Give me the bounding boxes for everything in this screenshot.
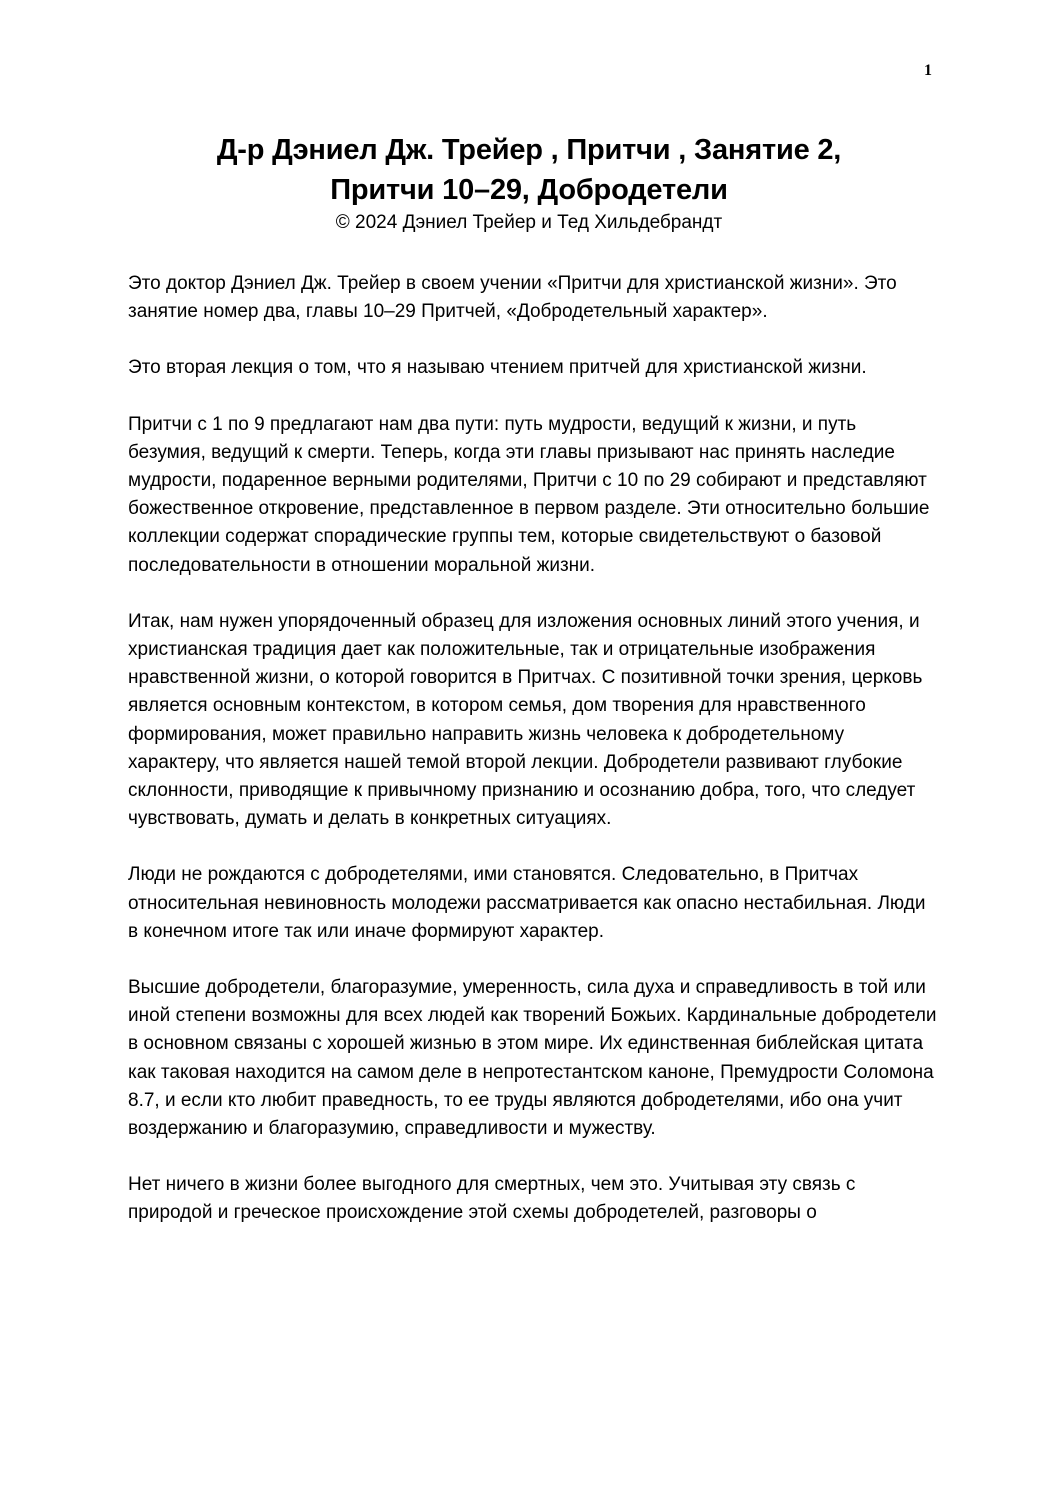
paragraph-6: Высшие добродетели, благоразумие, умеренность, сила духа и справедливость в той или иной степени возможны для всех людей как творений Божьих. Кардинальные добродетели в основном связаны с хорошей жизнью в этом мире. Их единственная библейская цитата как таковая находится на самом деле в непротестантском каноне, Премудрости Соломона 8.7, и если кто любит праведность, то ее труды являются добродетелями, ибо она учит воздержанию и благоразумию, справедливости и мужеству. (128, 977, 937, 1140)
copyright-notice: © 2024 Дэниел Трейер и Тед Хильдебрандт (335, 212, 723, 233)
page-number: 1 (924, 62, 932, 79)
document-title-line-1: Д-р Дэниел Дж. Трейер , Притчи , Занятие 2, (216, 134, 842, 166)
document-title-line-2: Притчи 10–29, Добродетели (330, 174, 728, 206)
title-block (100, 130, 958, 236)
paragraph-4: Итак, нам нужен упорядоченный образец для изложения основных линий этого учения, и христианская традиция дает как положительные, так и отрицательные изображения нравственной жизни, о которой говорится в Притчах. С позитивной точки зрения, церковь является основным контекстом, в котором семья, дом творения для нравственного формирования, может правильно направить жизнь человека к добродетельному характеру, что является нашей темой второй лекции. Добродетели развивают глубокие склонности, приводящие к привычному признанию и осознанию добра, того, что следует чувствовать, думать и делать в конкретных ситуациях. (128, 610, 923, 830)
paragraph-7: Нет ничего в жизни более выгодного для смертных, чем это. Учитывая эту связь с природой и греческое происхождение этой схемы добродетелей, разговоры о (128, 1174, 856, 1224)
paragraph-3: Притчи с 1 по 9 предлагают нам два пути: путь мудрости, ведущий к жизни, и путь безумия, ведущий к смерти. Теперь, когда эти главы призывают нас принять наследие мудрости, подаренное верными родителями, Притчи с 10 по 29 собирают и представляют божественное откровение, представленное в первом разделе. Эти относительно большие коллекции содержат спорадические группы тем, которые свидетельствуют о базовой последовательности в отношении моральной жизни. (128, 413, 930, 576)
paragraph-1: Это доктор Дэниел Дж. Трейер в своем учении «Притчи для христианской жизни». Это занятие номер два, главы 10–29 Притчей, «Добродетельный характер». (128, 273, 897, 323)
paragraph-2: Это вторая лекция о том, что я называю чтением притчей для христианской жизни. (128, 357, 867, 379)
document-body (128, 270, 938, 1256)
paragraph-5: Люди не рождаются с добродетелями, ими становятся. Следовательно, в Притчах относительная невиновность молодежи рассматривается как опасно нестабильная. Люди в конечном итоге так или иначе формируют характер. (128, 864, 926, 942)
